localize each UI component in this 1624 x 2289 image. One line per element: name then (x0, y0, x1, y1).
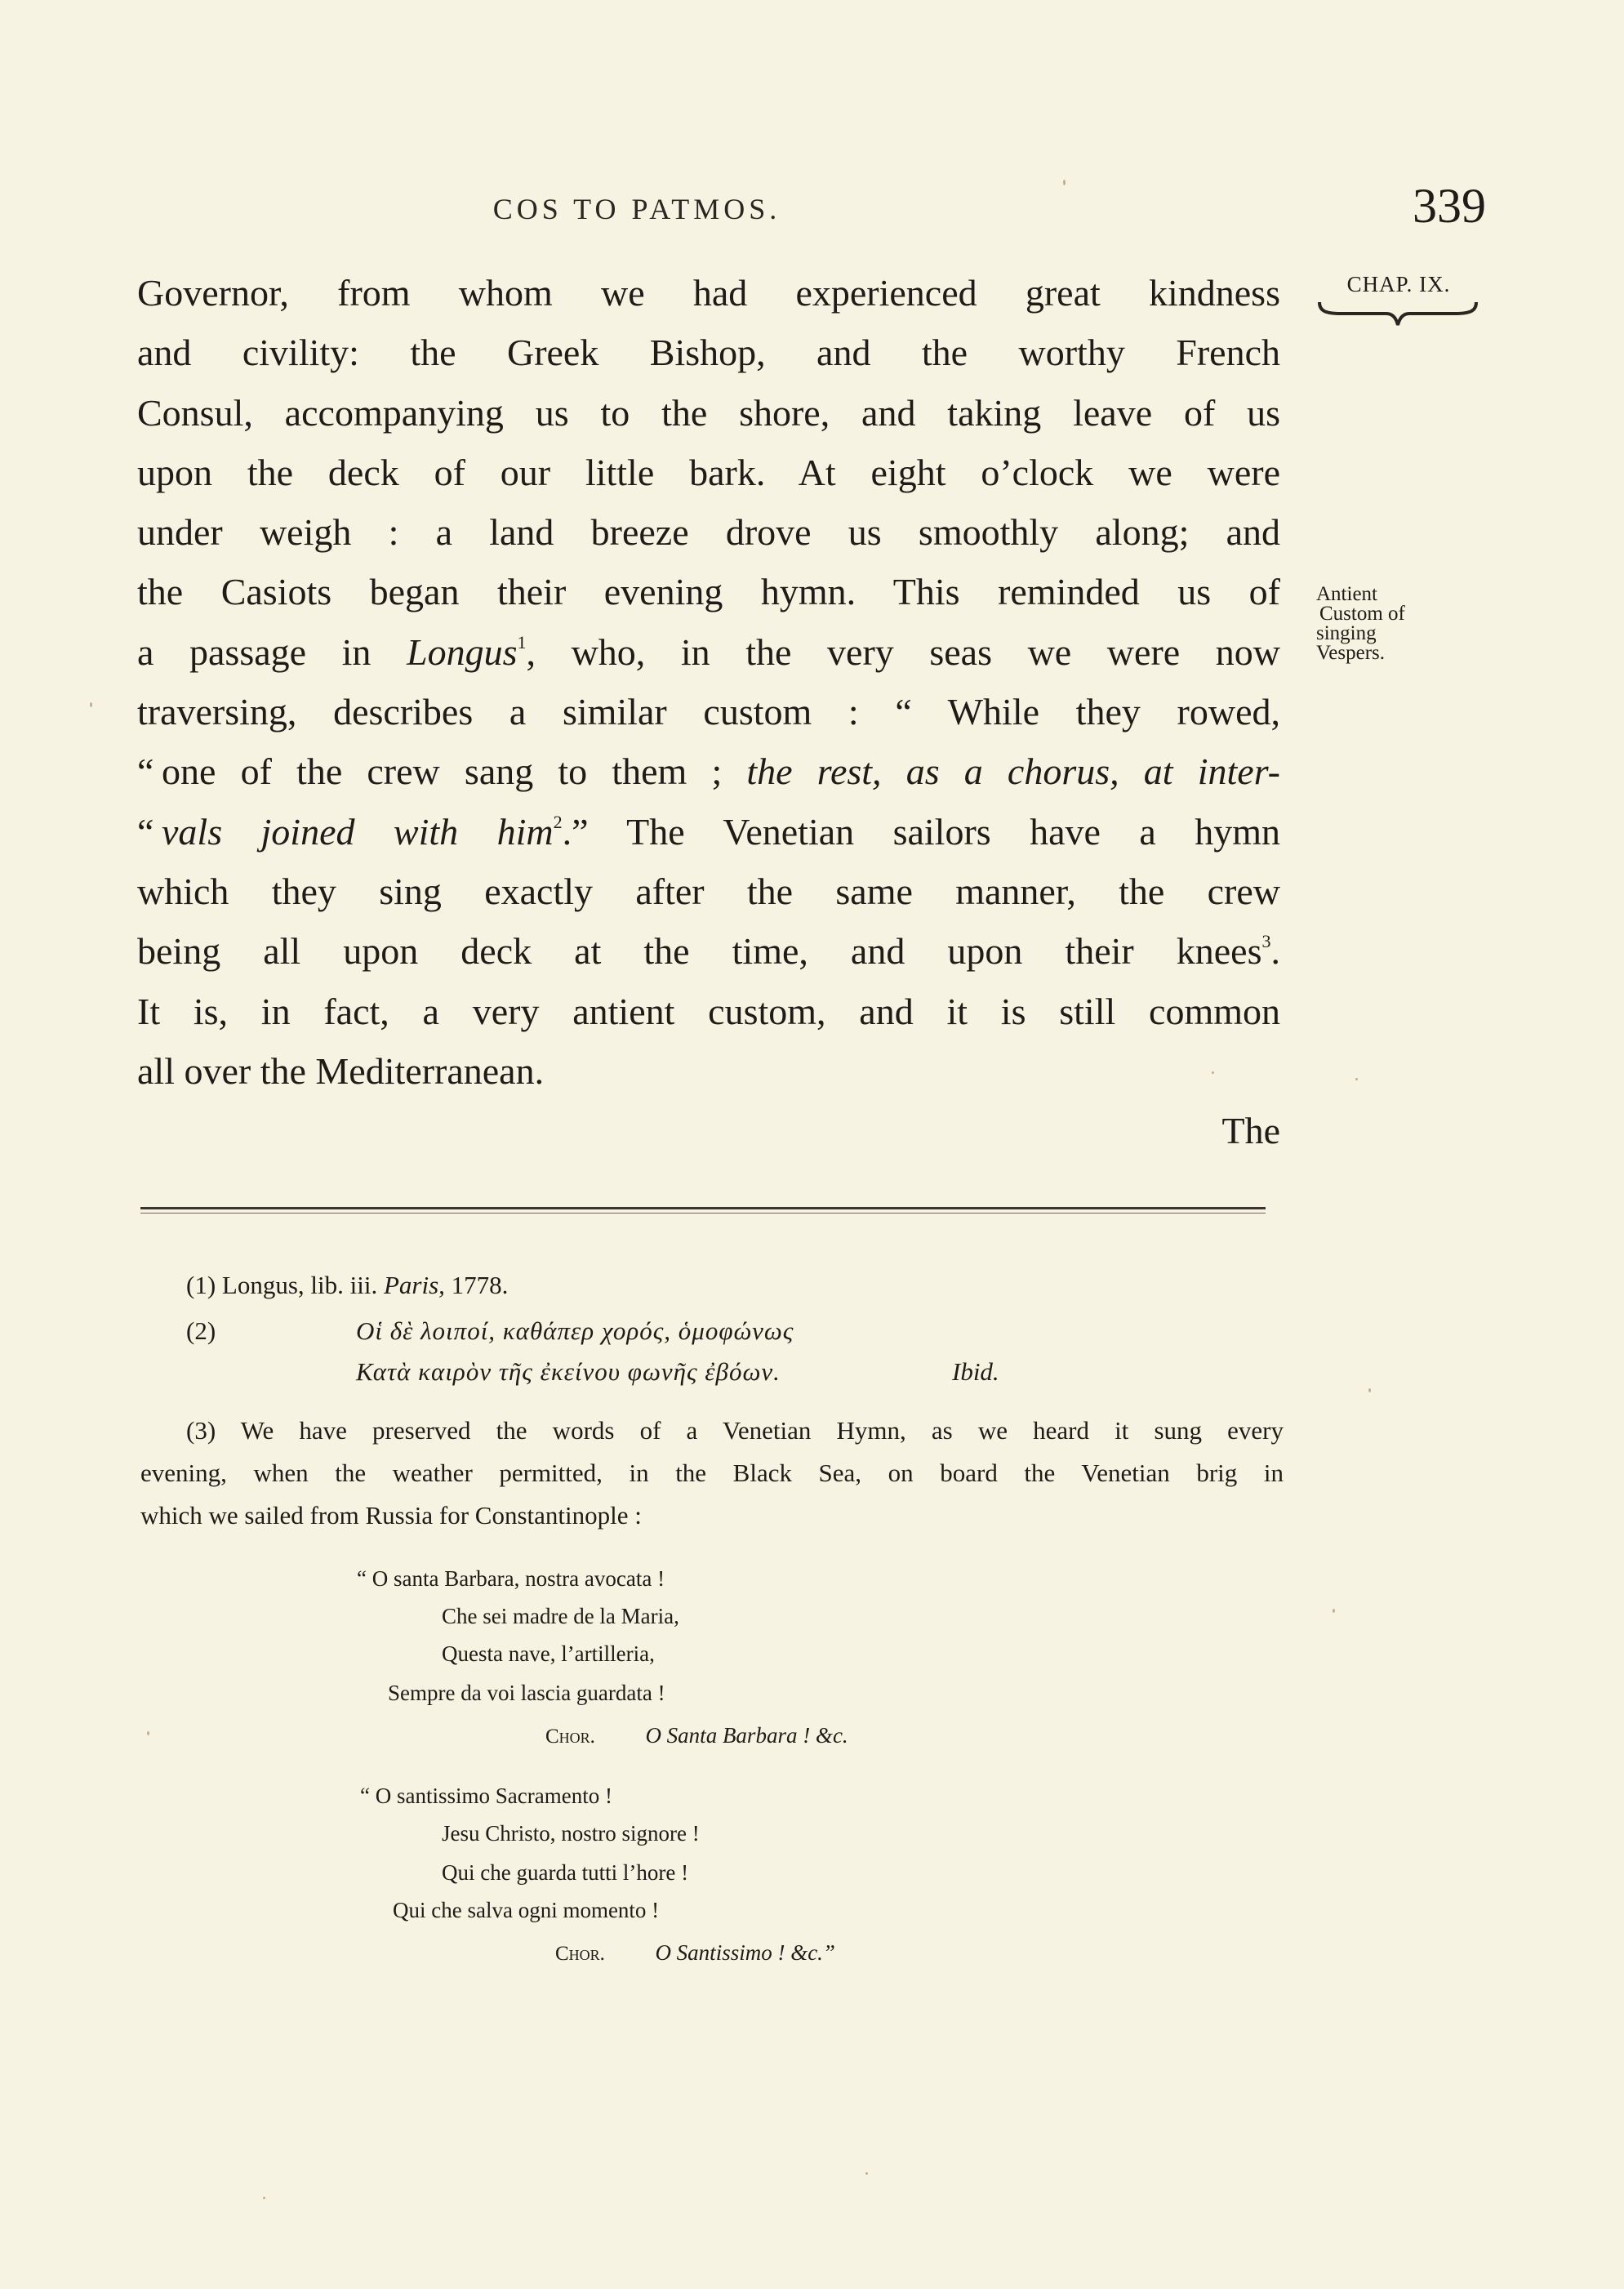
paper-speck (1368, 1388, 1371, 1392)
footnote-place: Paris, (383, 1271, 445, 1299)
text-line: the Casiots began their evening hymn. This reminded us of (137, 571, 1280, 613)
footnote-rule (140, 1207, 1266, 1209)
footnote-year: 1778. (451, 1271, 509, 1299)
margin-note (1316, 585, 1479, 663)
chorus-line (555, 1940, 835, 1966)
text-line: upon the deck of our little bark. At eight o’clock we were (137, 451, 1280, 493)
chorus-text: O Santissimo ! &c.” (655, 1940, 835, 1965)
hymn-line: “ O santissimo Sacramento ! (360, 1784, 612, 1808)
hymn-line: Qui che salva ogni momento ! (393, 1898, 660, 1922)
hymn-line: Qui che guarda tutti l’hore ! (442, 1860, 689, 1885)
hymn-line: “ O santa Barbara, nostra avocata ! (357, 1566, 665, 1591)
text-line: traversing, describes a similar custom : “ While they rowed, (137, 691, 1280, 733)
paper-speck (1355, 1078, 1358, 1080)
paper-speck (1063, 180, 1066, 185)
text-line (137, 921, 1280, 981)
text-line: all over the Mediterranean. (137, 1049, 545, 1092)
footnote-line: evening, when the weather permitted, in the Black Sea, on board the Venetian brig in (140, 1458, 1284, 1487)
chorus-label: Chor. (555, 1943, 605, 1965)
main-text (137, 263, 1280, 1160)
footnote-1 (186, 1271, 508, 1300)
text-line: which they sing exactly after the same manner, the crew (137, 870, 1280, 912)
hymn-line: Jesu Christo, nostro signore ! (442, 1821, 700, 1846)
text-span: . (1270, 930, 1280, 973)
text-span: being all upon deck at the time, and upon their knees (137, 930, 1262, 973)
chapter-label: CHAP. IX. (1346, 272, 1451, 296)
footnote-ref-ibid (952, 1357, 999, 1387)
hymn-line: Questa nave, l’artilleria, (442, 1641, 655, 1666)
text-line: under weigh : a land breeze drove us smoothly along; and (137, 511, 1280, 554)
chorus-label: Chor. (545, 1726, 595, 1748)
footnote-ref-2: 2 (553, 811, 563, 832)
chorus-text: O Santa Barbara ! &c. (645, 1723, 848, 1748)
footnote-ref-1: 1 (517, 631, 527, 652)
text-line: It is, in fact, a very antient custom, and it is still common (137, 990, 1280, 1032)
greek-line: Κατὰ καιρὸν τῆς ἐκείνου φωνῆς ἐβόων. (356, 1357, 781, 1386)
text-span: , who, in the very seas we were now (526, 630, 1280, 673)
paper-speck (90, 702, 92, 707)
running-title: COS TO PATMOS. (492, 193, 781, 225)
chapter-brace-icon (1316, 301, 1479, 328)
catchword: The (1221, 1110, 1280, 1152)
paper-speck (1212, 1071, 1214, 1074)
text-span: .” The Venetian sailors have a hymn (562, 810, 1280, 853)
quote-mark: “ (137, 750, 154, 793)
text-span: one of the crew sang to them ; (162, 750, 747, 793)
footnote-line: (3) We have preserved the words of a Venetian Hymn, as we heard it sung every (186, 1416, 1284, 1445)
ibid-italic: Ibid. (952, 1357, 999, 1386)
greek-line: Οἱ δὲ λοιποί, καθάπερ χορός, ὁμοφώνως (356, 1316, 794, 1345)
text-line (137, 802, 1280, 862)
footnote-rule-thin (140, 1213, 1266, 1214)
hymn-line: Che sei madre de la Maria, (442, 1604, 679, 1628)
text-line: Consul, accompanying us to the shore, and taking leave of us (137, 391, 1280, 434)
margin-note-line: Custom of (1319, 603, 1405, 625)
paper-speck (147, 1731, 149, 1735)
paper-speck (1333, 1609, 1335, 1613)
margin-note-line: Vespers. (1316, 642, 1386, 664)
chorus-line (545, 1723, 848, 1748)
quote-italic: the rest, as a chorus, at inter- (746, 750, 1280, 793)
text-line (137, 741, 1280, 801)
page-number: 339 (1413, 179, 1486, 233)
footnote-ref-3: 3 (1261, 931, 1271, 952)
author-name-italic: Longus (407, 630, 518, 673)
footnote-text: Longus, lib. iii. (221, 1271, 378, 1299)
quote-italic: vals joined with him (162, 810, 554, 853)
footnote-number: (1) (186, 1271, 216, 1299)
hymn-line: Sempre da voi lascia guardata ! (388, 1681, 665, 1705)
footnote-number: (2) (186, 1316, 216, 1345)
footnote-line: which we sailed from Russia for Constantinople : (140, 1501, 642, 1530)
footnote-3 (140, 1409, 1284, 1537)
margin-note-line: Antient (1316, 583, 1377, 605)
text-line: and civility: the Greek Bishop, and the worthy French (137, 332, 1280, 374)
paper-speck (865, 2172, 868, 2175)
text-line (137, 622, 1280, 682)
text-line: Governor, from whom we had experienced great kindness (137, 272, 1280, 314)
quote-mark: “ (137, 810, 154, 853)
margin-note-line: singing (1316, 622, 1377, 644)
text-span: a passage in (137, 630, 407, 673)
paper-speck (263, 2197, 265, 2199)
